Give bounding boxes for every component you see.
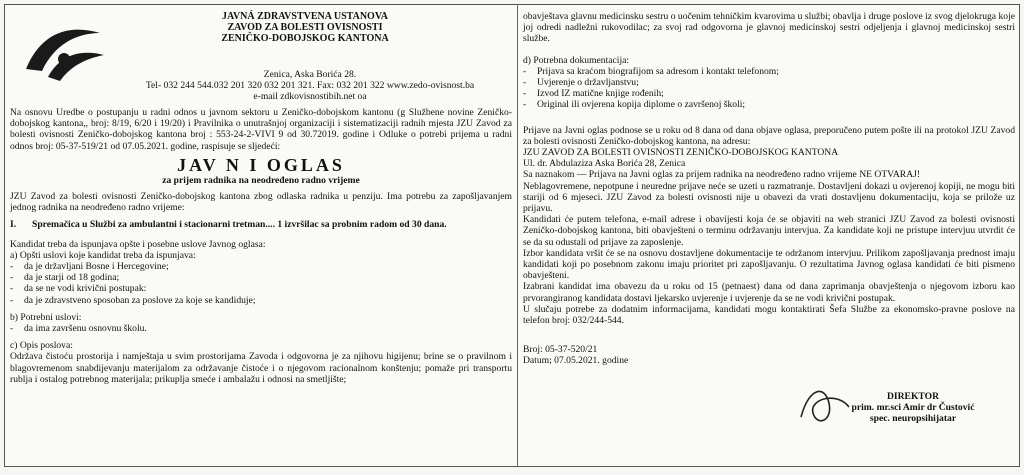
- job-description-text: Održava čistoću prostorija i namještaja u svim prostorijama Zavoda i odgovorna je za njihovu higijenu; brine se o pravilnom i blagovremenom snabdijevanju materijalom za održavanje čistoće i o njegovom racionalnom konštenju; pomaže pri transportu rublja i ostalog potrebnog materijala; prikuplja smeće i ambalažu i odnosi na smetljište;: [10, 351, 512, 385]
- general-conditions-label: a) Opšti uslovi koje kandidat treba da ispunjava:: [10, 249, 196, 261]
- signature-block: [813, 391, 1013, 424]
- institution-line: ZENIČKO-DOBOJSKOG KANTONA: [221, 33, 389, 44]
- list-item: - Prijava sa kraćom biografijom sa adresom i kontakt telefonom;: [523, 66, 1015, 77]
- signatory-name: prim. mr.sci Amir dr Čustović: [851, 402, 975, 413]
- submission-address-name: JZU ZAVOD ZA BOLESTI OVISNOSTI ZENIČKO-DOBOJSKOG KANTONA: [523, 147, 839, 159]
- paragraph-selection: Izbor kandidata vršit će se na osnovu dostavljene dokumentacije te održanom intervjuu. Prilikom zapošljavanja prednost imaju kandidati koji po posebnom zakonu imaju prioritet pri zapošljavanju. O rezultatima Javnog oglasa kandidati će biti pismeno obavješteni.: [523, 247, 1015, 282]
- left-column: [10, 11, 512, 385]
- position-number: I.: [10, 219, 17, 231]
- phone-fax-web: Tel- 032 244 544.032 201 320 032 201 321. Fax: 032 201 322 www.zedo-ovisnost.ba: [145, 80, 475, 91]
- list-item: - da se ne vodi krivični postupak:: [10, 283, 512, 294]
- list-item: - da je zdravstveno sposoban za poslove za koje se kandiduje;: [10, 295, 512, 306]
- required-conditions-list: [10, 323, 512, 334]
- submission-address-street: Ul. dr. Abdulaziza Aska Borića 28, Zenica: [523, 158, 686, 170]
- paragraph-selected-candidate: Izabrani kandidat ima obavezu da u roku od 15 (petnaest) dana od dana zaprimanja obavještenja o njegovom izboru kao prvorangiranog kandidata dostavi ljekarsko uvjerenje i uvjerenje da se ne vodi krivični postupak.: [523, 281, 1015, 304]
- general-conditions-list: [10, 261, 512, 306]
- newspaper-ad: [4, 4, 1020, 467]
- submission-paragraph: Prijave na Javni oglas podnose se u roku od 8 dana od dana objave oglasa, preporučeno putem pošte ili na protokol JZU Zavod za bolesti ovisnosti Zeničko-dobojskog kantona, na adresu:: [523, 124, 1015, 147]
- lead-paragraph: JZU Zavod za bolesti ovisnosti Zeničko-dobojskog kantona zbog odlaska radnika u penziju. Ima potrebu za zapošljavanjem jednog radnika na neodređeno radno vrijeme:: [10, 191, 512, 214]
- institution-line: JAVNÁ ZDRAVSTVENA USTANOVA: [222, 11, 388, 22]
- list-item: - Uvjerenje o državljanstvu;: [523, 77, 1015, 88]
- intro-paragraph: Na osnovu Uredbe o postupanju u radni odnos u javnom sektoru u Zeničko-dobojskom kantonu (g Službene novine Zeničko-dobojskog kantona,, broj: 8/19, 6/20 i 19/20) i Pravilnika o unutrašnjoj organizaciji i sistematizaciji radnih mjesta JZU Zavod za bolesti ovisnosti Zeničko-dobojskog kantona broj : 553-24-2-VIVI 9 od 30.72019. godine i Odluke o potrebi prijema u radni odnos broj: 05-37-519/21 od 07.05.2021. godine, raspisuje se sljedeći:: [10, 107, 512, 152]
- documents-list: [523, 66, 1015, 111]
- email: e-mail zdkovisnostibih.net oa: [253, 91, 367, 102]
- paragraph-contact: U slučaju potrebe za dodatnim informacijama, kandidati mogu kontaktirati Šefa Službe za ekonomsko-pravne poslove na telefon broj: 032/244-544.: [523, 303, 1015, 327]
- list-item: - da je državljani Bosne i Hercegovine;: [10, 261, 512, 272]
- reference-date: Datum; 07.05.2021. godine: [523, 355, 629, 367]
- position-line: [10, 219, 512, 230]
- documents-label: d) Potrebna dokumentacija:: [523, 54, 630, 66]
- list-item: - da ima završenu osnovnu školu.: [10, 323, 512, 334]
- job-description-continued: obavještava glavnu medicinsku sestru o uočenim tehničkim kvarovima u službi; obavlja i druge poslove iz svog djelokruga koje joj odredi nadležni rukovodilac; za svoj rad odgovorna je glavnoj medicinskoj sestri odjeljenja i glavnoj medicinskoj sestri službe.: [523, 11, 1015, 45]
- job-description-label: c) Opis poslova:: [10, 340, 73, 352]
- address: Zenica, Aska Borića 28.: [263, 69, 357, 80]
- conditions-intro: Kandidat treba da ispunjava opšte i posebne uslove Javnog oglasa:: [10, 238, 266, 250]
- list-item: - Izvod IZ matične knjige rođenih;: [523, 88, 1015, 99]
- institution-name: [150, 11, 460, 44]
- position-text: Spremačica u Službi za ambulantni i stacionarni tretman.... 1 izvršilac sa probnim radom od 30 dana.: [32, 219, 447, 231]
- ad-title: JAV N I OGLAS: [177, 154, 345, 175]
- right-column: [523, 11, 1015, 367]
- institution-line: ZAVOD ZA BOLESTI OVISNOSTI: [227, 22, 383, 33]
- list-item: - Original ili ovjerena kopija diplome o završenoj školi;: [523, 99, 1015, 110]
- letterhead: [10, 11, 512, 107]
- paragraph-late-applications: Neblagovremene, nepotpune i neuredne prijave neće se uzeti u razmatranje. Dostavljeni dokazi u ovjerenoj kopiji, ne mogu biti stariji od 6 mjeseci. JZU Zavod za bolesti ovisnosti nije u obavezi da vrati dostavljenu dokumentaciju, koja se priložе uz prijavu.: [523, 180, 1015, 215]
- contact-block: [110, 69, 510, 102]
- envelope-note: Sa naznakom — Prijava na Javni oglas za prijem radnika na neodređeno radno vrijeme NE OTVARAJ!: [523, 169, 921, 181]
- ad-subtitle: za prijem radnika na neodređeno radno vrijeme: [162, 174, 360, 186]
- reference-number: Broj: 05-37-520/21: [523, 344, 598, 356]
- signatory-title: DIREKTOR: [886, 391, 940, 402]
- list-item: - da je starji od 18 godina;: [10, 272, 512, 283]
- reference-block: [523, 344, 1015, 366]
- institution-logo-icon: [20, 15, 110, 95]
- signatory-specialty: spec. neuropsihijatar: [869, 413, 957, 424]
- required-conditions-label: b) Potrebni uslovi:: [10, 311, 82, 323]
- paragraph-interview: Kandidati će putem telefona, e-mail adrese i obavijesti koja će se objaviti na web stranici JZU Zavod za bolesti ovisnosti Zeničko-dobojskog kantona, biti obavješteni o terminu održavanju intervjua. Za kandidate koji ne pristupe intervjuu utvrdit će se da su odustali od prijave za zaposlenje.: [523, 214, 1015, 248]
- column-divider: [517, 5, 518, 466]
